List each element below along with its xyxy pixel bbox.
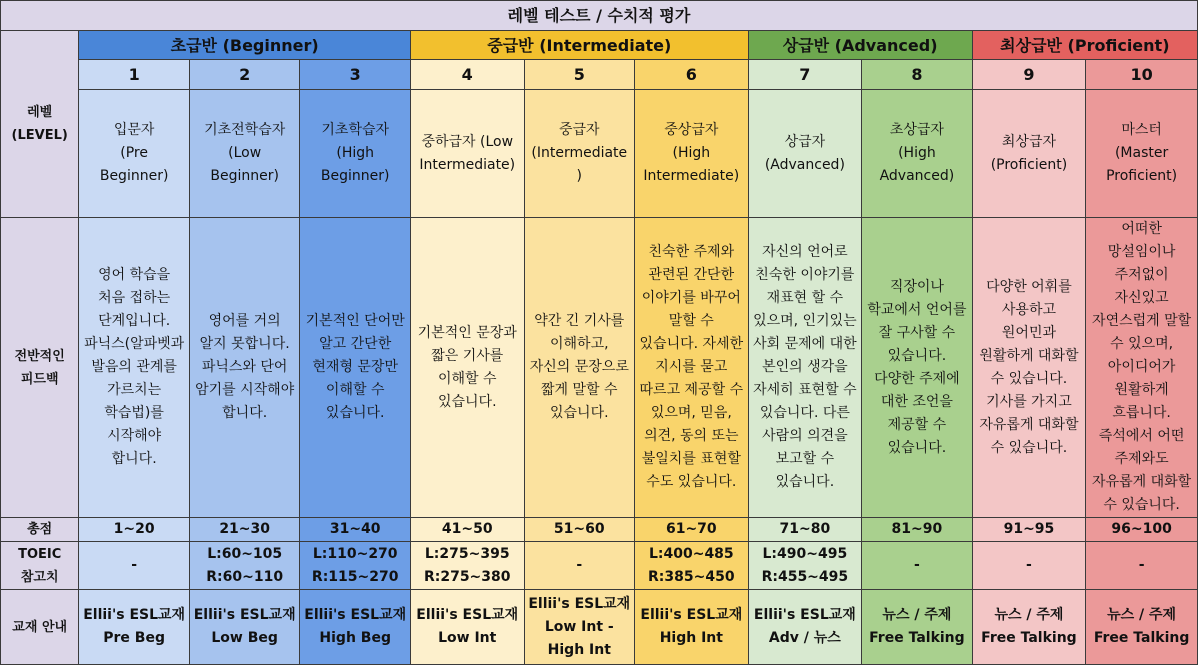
level-score: 41~50 (410, 518, 524, 542)
level-feedback: 어떠한 망설임이나 주저없이 자신있고 자연스럽게 말할 수 있으며, 아이디어가 원활하게 흐릅니다. 즉석에서 어떤 주제와도 자유롭게 대화할 수 있습니다. (1086, 218, 1198, 518)
level-number: 9 (972, 60, 1086, 90)
level-textbook: 뉴스 / 주제 Free Talking (862, 590, 973, 665)
row-header-textbook: 교재 안내 (1, 590, 79, 665)
level-score: 21~30 (189, 518, 300, 542)
level-textbook: Ellii's ESL교재 Low Int - High Int (524, 590, 635, 665)
level-score: 91~95 (972, 518, 1086, 542)
level-textbook: Ellii's ESL교재 Adv / 뉴스 (748, 590, 862, 665)
level-name: 중상급자 (High Intermediate) (635, 90, 749, 218)
level-toeic: L:275~395 R:275~380 (410, 542, 524, 590)
level-name: 중급자 (Intermediate ) (524, 90, 635, 218)
level-name: 입문자 (Pre Beginner) (79, 90, 190, 218)
level-name: 기초학습자 (High Beginner) (300, 90, 411, 218)
level-score: 61~70 (635, 518, 749, 542)
level-number: 4 (410, 60, 524, 90)
level-score: 81~90 (862, 518, 973, 542)
level-toeic: - (524, 542, 635, 590)
level-textbook: 뉴스 / 주제 Free Talking (1086, 590, 1198, 665)
group-intermediate: 중급반 (Intermediate) (410, 31, 748, 60)
level-score: 1~20 (79, 518, 190, 542)
level-toeic: - (972, 542, 1086, 590)
score-row (1, 518, 1198, 542)
level-toeic: L:60~105 R:60~110 (189, 542, 300, 590)
level-toeic: L:490~495 R:455~495 (748, 542, 862, 590)
toeic-row (1, 542, 1198, 590)
level-textbook: 뉴스 / 주제 Free Talking (972, 590, 1086, 665)
row-header-toeic: TOEIC 참고치 (1, 542, 79, 590)
group-proficient: 최상급반 (Proficient) (972, 31, 1197, 60)
level-toeic: - (862, 542, 973, 590)
level-feedback: 약간 긴 기사를 이해하고, 자신의 문장으로 짧게 말할 수 있습니다. (524, 218, 635, 518)
level-number: 10 (1086, 60, 1198, 90)
level-feedback: 영어 학습을 처음 접하는 단계입니다. 파닉스(알파벳과 발음의 관계를 가르치는 학습법)를 시작해야 합니다. (79, 218, 190, 518)
level-name: 중하급자 (Low Intermediate) (410, 90, 524, 218)
level-score: 96~100 (1086, 518, 1198, 542)
row-header-level: 레벨 (LEVEL) (1, 31, 79, 218)
group-beginner: 초급반 (Beginner) (79, 31, 411, 60)
title-row (1, 1, 1198, 31)
level-name: 최상급자 (Proficient) (972, 90, 1086, 218)
table-title: 레벨 테스트 / 수치적 평가 (1, 1, 1198, 31)
level-score: 31~40 (300, 518, 411, 542)
level-feedback: 다양한 어휘를 사용하고 원어민과 원활하게 대화할 수 있습니다. 기사를 가지고 자유롭게 대화할 수 있습니다. (972, 218, 1086, 518)
level-textbook: Ellii's ESL교재 Low Int (410, 590, 524, 665)
row-header-feedback: 전반적인 피드백 (1, 218, 79, 518)
level-textbook: Ellii's ESL교재 Low Beg (189, 590, 300, 665)
textbook-row (1, 590, 1198, 665)
level-toeic: - (79, 542, 190, 590)
level-number: 3 (300, 60, 411, 90)
level-name: 상급자 (Advanced) (748, 90, 862, 218)
level-score: 71~80 (748, 518, 862, 542)
level-textbook: Ellii's ESL교재 High Beg (300, 590, 411, 665)
group-advanced: 상급반 (Advanced) (748, 31, 972, 60)
level-textbook: Ellii's ESL교재 High Int (635, 590, 749, 665)
level-number: 7 (748, 60, 862, 90)
level-textbook: Ellii's ESL교재 Pre Beg (79, 590, 190, 665)
level-name-row (1, 90, 1198, 218)
level-toeic: - (1086, 542, 1198, 590)
level-number: 1 (79, 60, 190, 90)
level-feedback: 자신의 언어로 친숙한 이야기를 재표현 할 수 있으며, 인기있는 사회 문제에 대한 본인의 생각을 자세히 표현할 수 있습니다. 다른 사람의 의견을 보고할 수 있습니다. (748, 218, 862, 518)
level-number-row (1, 60, 1198, 90)
feedback-row (1, 218, 1198, 518)
level-feedback: 친숙한 주제와 관련된 간단한 이야기를 바꾸어 말할 수 있습니다. 자세한 지시를 묻고 따르고 제공할 수 있으며, 믿음, 의견, 동의 또는 불일치를 표현할 수도 있습니다. (635, 218, 749, 518)
level-feedback: 기본적인 단어만 알고 간단한 현재형 문장만 이해할 수 있습니다. (300, 218, 411, 518)
level-number: 5 (524, 60, 635, 90)
level-toeic: L:110~270 R:115~270 (300, 542, 411, 590)
level-number: 8 (862, 60, 973, 90)
level-feedback: 영어를 거의 알지 못합니다. 파닉스와 단어 암기를 시작해야 합니다. (189, 218, 300, 518)
row-header-score: 총점 (1, 518, 79, 542)
level-name: 기초전학습자 (Low Beginner) (189, 90, 300, 218)
level-feedback: 직장이나 학교에서 언어를 잘 구사할 수 있습니다. 다양한 주제에 대한 조언을 제공할 수 있습니다. (862, 218, 973, 518)
level-name: 초상급자 (High Advanced) (862, 90, 973, 218)
level-number: 6 (635, 60, 749, 90)
level-toeic: L:400~485 R:385~450 (635, 542, 749, 590)
level-score: 51~60 (524, 518, 635, 542)
group-row (1, 31, 1198, 60)
level-number: 2 (189, 60, 300, 90)
level-feedback: 기본적인 문장과 짧은 기사를 이해할 수 있습니다. (410, 218, 524, 518)
level-name: 마스터 (Master Proficient) (1086, 90, 1198, 218)
